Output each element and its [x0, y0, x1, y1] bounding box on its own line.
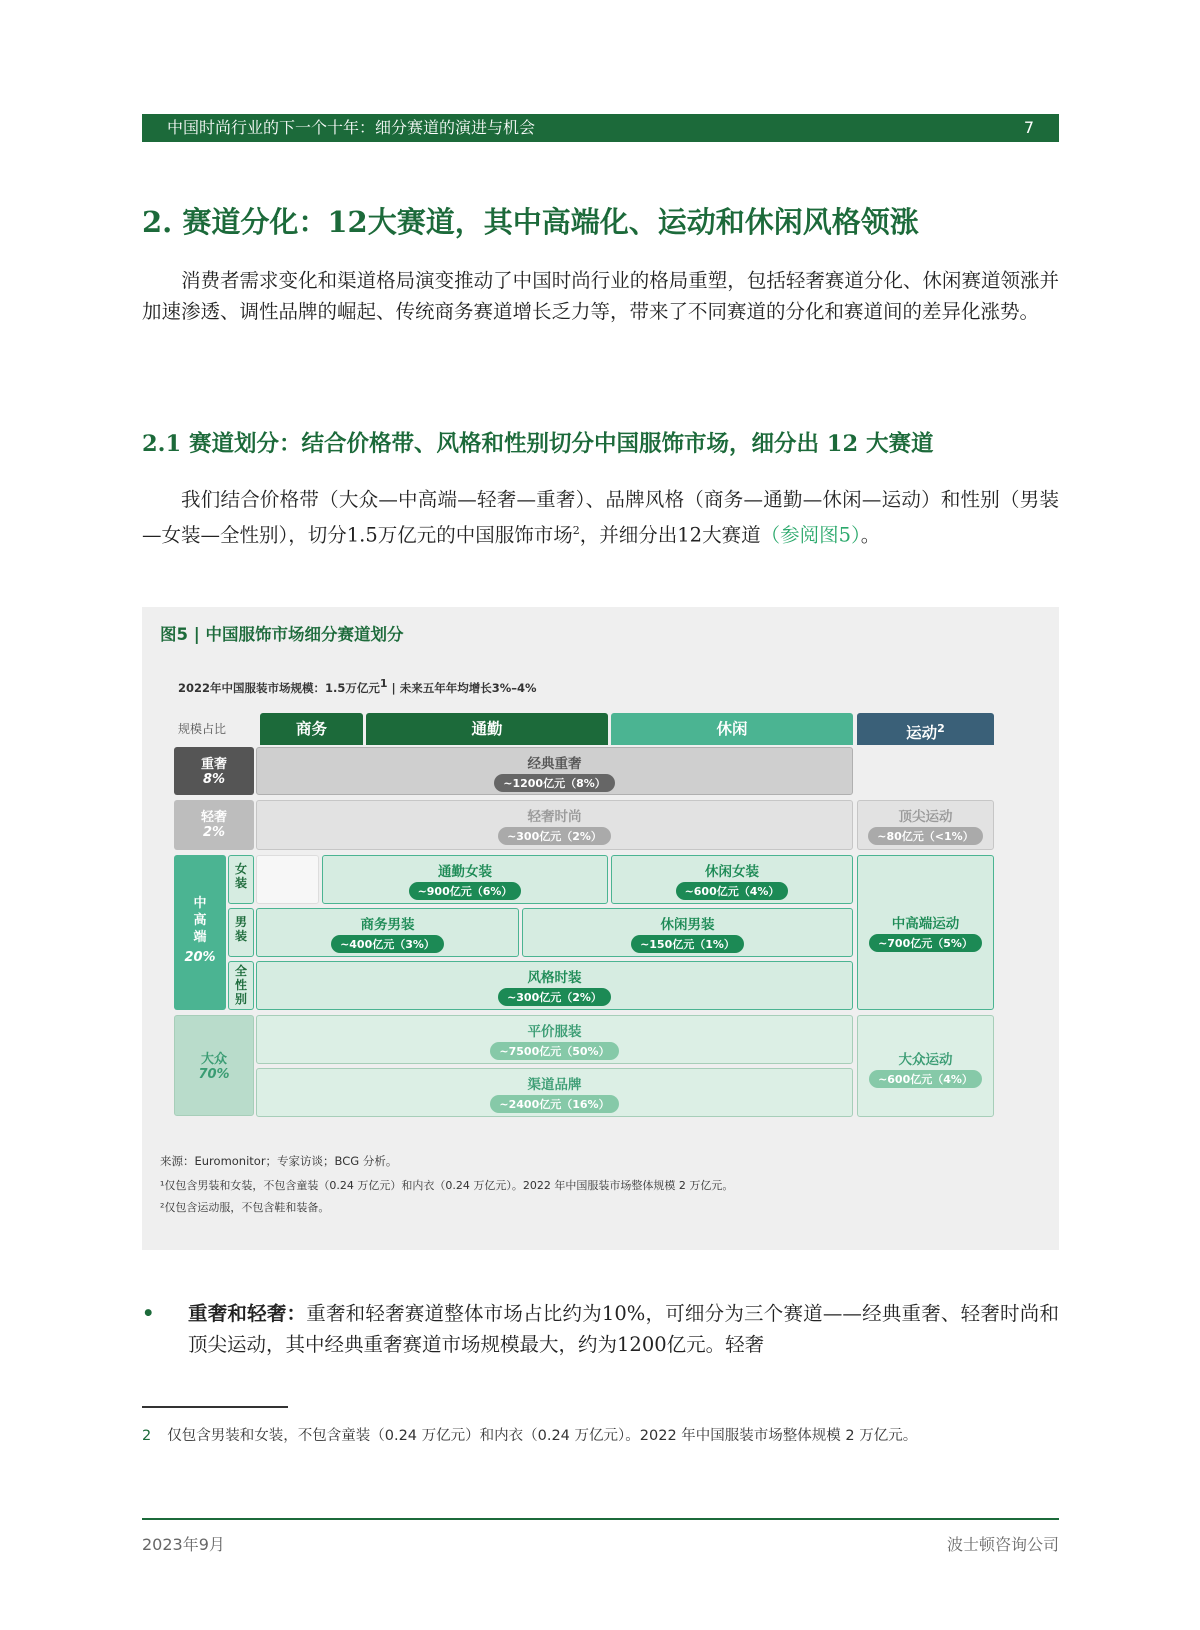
- segment-channel-brand: [256, 1068, 853, 1117]
- segment-name: 渠道品牌: [527, 1077, 582, 1093]
- page-number: 7: [1023, 118, 1034, 137]
- footnote-mark[interactable]: 2: [572, 524, 580, 537]
- subsection-heading: 2.1 赛道划分：结合价格带、风格和性别切分中国服饰市场，细分出 12 大赛道: [142, 431, 934, 457]
- page-header-bar: [142, 114, 1059, 142]
- footer-date: 2023年9月: [142, 1535, 225, 1554]
- row-share: 70%: [198, 1067, 230, 1082]
- row-name: 轻奢: [200, 810, 227, 825]
- empty-cell: [256, 855, 319, 904]
- bullet-text: [188, 1298, 1059, 1360]
- segment-name: 顶尖运动: [898, 809, 953, 825]
- segment-value: ~1200亿元（8%）: [494, 774, 615, 792]
- segment-value: ~400亿元（3%）: [331, 935, 444, 953]
- segment-style-fashion: [256, 961, 853, 1010]
- row-label-heavy-luxury: [174, 747, 254, 795]
- figure-subtitle: [178, 677, 537, 696]
- row-label-light-luxury: [174, 800, 254, 850]
- sport-sup: 2: [937, 722, 945, 735]
- segment-value-apparel: [256, 1015, 853, 1064]
- gender-label-men: 男 装: [228, 908, 254, 957]
- row-header-label: 规模占比: [178, 722, 227, 736]
- segment-commute-women: [322, 855, 608, 904]
- bullet-lead: 重奢和轻奢：: [188, 1302, 307, 1325]
- end-punct: 。: [860, 523, 881, 547]
- segment-value: ~80亿元（<1%）: [868, 827, 982, 845]
- row-label-mid-high: [174, 855, 226, 1010]
- segment-value: ~600亿元（4%）: [676, 882, 789, 900]
- footnote: [142, 1424, 917, 1445]
- figure-title: 图5 | 中国服饰市场细分赛道划分: [160, 625, 404, 644]
- segment-value: ~600亿元（4%）: [869, 1070, 982, 1088]
- segment-top-sport: [857, 800, 994, 850]
- segment-name: 经典重奢: [527, 756, 582, 772]
- subsection-text-b: ，并细分出12大赛道: [579, 523, 761, 547]
- segment-mass-sport: [857, 1015, 994, 1117]
- segment-name: 商务男装: [360, 917, 415, 933]
- segment-name: 通勤女装: [438, 864, 492, 880]
- segment-casual-men: [522, 908, 853, 957]
- segment-value: ~700亿元（5%）: [869, 934, 982, 952]
- row-share: 20%: [184, 950, 216, 965]
- column-header-business: 商务: [260, 713, 363, 745]
- row-name: 中 高 端: [193, 896, 207, 945]
- row-name: 重奢: [200, 757, 227, 772]
- bullet-item: [142, 1298, 1059, 1360]
- gender-label-women: 女 装: [228, 855, 254, 904]
- segment-value: ~7500亿元（50%）: [490, 1042, 618, 1060]
- gender-label-all: 全 性 别: [228, 961, 254, 1010]
- section-heading: 2. 赛道分化：12大赛道，其中高端化、运动和休闲风格领涨: [142, 205, 919, 239]
- column-header-casual: 休闲: [611, 713, 853, 745]
- row-name: 大众: [200, 1052, 227, 1067]
- figure-subtitle-sup: 1: [379, 677, 388, 690]
- figure-subtitle-b: | 未来五年年均增长3%–4%: [387, 680, 537, 695]
- segment-name: 风格时装: [527, 970, 582, 986]
- footer-divider: [142, 1518, 1059, 1520]
- footnote-number: 2: [142, 1428, 152, 1444]
- section-paragraph-text: 消费者需求变化和渠道格局演变推动了中国时尚行业的格局重塑，包括轻奢赛道分化、休闲赛道领涨并加速渗透、调性品牌的崛起、传统商务赛道增长乏力等，带来了不同赛道的分化和赛道间的差异化涨势。: [142, 269, 1059, 323]
- row-label-mass: [174, 1015, 254, 1116]
- segment-value: ~2400亿元（16%）: [490, 1095, 618, 1113]
- segment-value: ~900亿元（6%）: [409, 882, 522, 900]
- segment-light-luxury-fashion: [256, 800, 853, 850]
- segment-value: ~300亿元（2%）: [498, 827, 611, 845]
- figure-reference-link[interactable]: （参阅图5）: [760, 523, 861, 547]
- figure-5: [142, 607, 1059, 1250]
- segment-classic-luxury: [256, 747, 853, 795]
- figure-note-1: ¹仅包含男装和女装，不包含童装（0.24 万亿元）和内衣（0.24 万亿元）。2022 年中国服装市场整体规模 2 万亿元。: [160, 1179, 734, 1192]
- subsection-text-a: 我们结合价格带（大众—中高端—轻奢—重奢）、品牌风格（商务—通勤—休闲—运动）和性别（男装—女装—全性别），切分1.5万亿元的中国服饰市场: [142, 488, 1059, 547]
- segment-name: 平价服装: [527, 1024, 582, 1040]
- report-title: 中国时尚行业的下一个十年：细分赛道的演进与机会: [167, 118, 536, 137]
- column-header-sport: [857, 713, 994, 745]
- figure-source: 来源：Euromonitor；专家访谈；BCG 分析。: [160, 1154, 398, 1168]
- segment-value: ~300亿元（2%）: [498, 988, 611, 1006]
- segment-name: 休闲男装: [660, 917, 715, 933]
- sport-label: 运动: [906, 724, 938, 743]
- section-paragraph: [142, 265, 1059, 327]
- segment-name: 休闲女装: [705, 864, 759, 880]
- bullet-icon: •: [142, 1302, 155, 1325]
- segment-name: 中高端运动: [891, 916, 960, 932]
- segment-casual-women: [611, 855, 853, 904]
- footer-company: 波士顿咨询公司: [946, 1535, 1059, 1554]
- subsection-paragraph: [142, 484, 1059, 551]
- footnote-divider: [142, 1406, 288, 1408]
- column-header-commute: 通勤: [366, 713, 608, 745]
- footnote-text: 仅包含男装和女装，不包含童装（0.24 万亿元）和内衣（0.24 万亿元）。2022 年中国服装市场整体规模 2 万亿元。: [167, 1428, 918, 1444]
- segment-midhigh-sport: [857, 855, 994, 1010]
- segment-value: ~150亿元（1%）: [631, 935, 744, 953]
- figure-subtitle-a: 2022年中国服装市场规模：1.5万亿元: [178, 680, 380, 695]
- segment-business-men: [256, 908, 519, 957]
- row-share: 8%: [202, 772, 226, 787]
- figure-note-2: ²仅包含运动服，不包含鞋和装备。: [160, 1201, 330, 1214]
- segment-name: 轻奢时尚: [527, 809, 582, 825]
- bullet-body: 重奢和轻奢赛道整体市场占比约为10%，可细分为三个赛道——经典重奢、轻奢时尚和顶尖运动，其中经典重奢赛道市场规模最大，约为1200亿元。轻奢: [188, 1302, 1059, 1356]
- segment-name: 大众运动: [898, 1052, 953, 1068]
- row-share: 2%: [202, 825, 226, 840]
